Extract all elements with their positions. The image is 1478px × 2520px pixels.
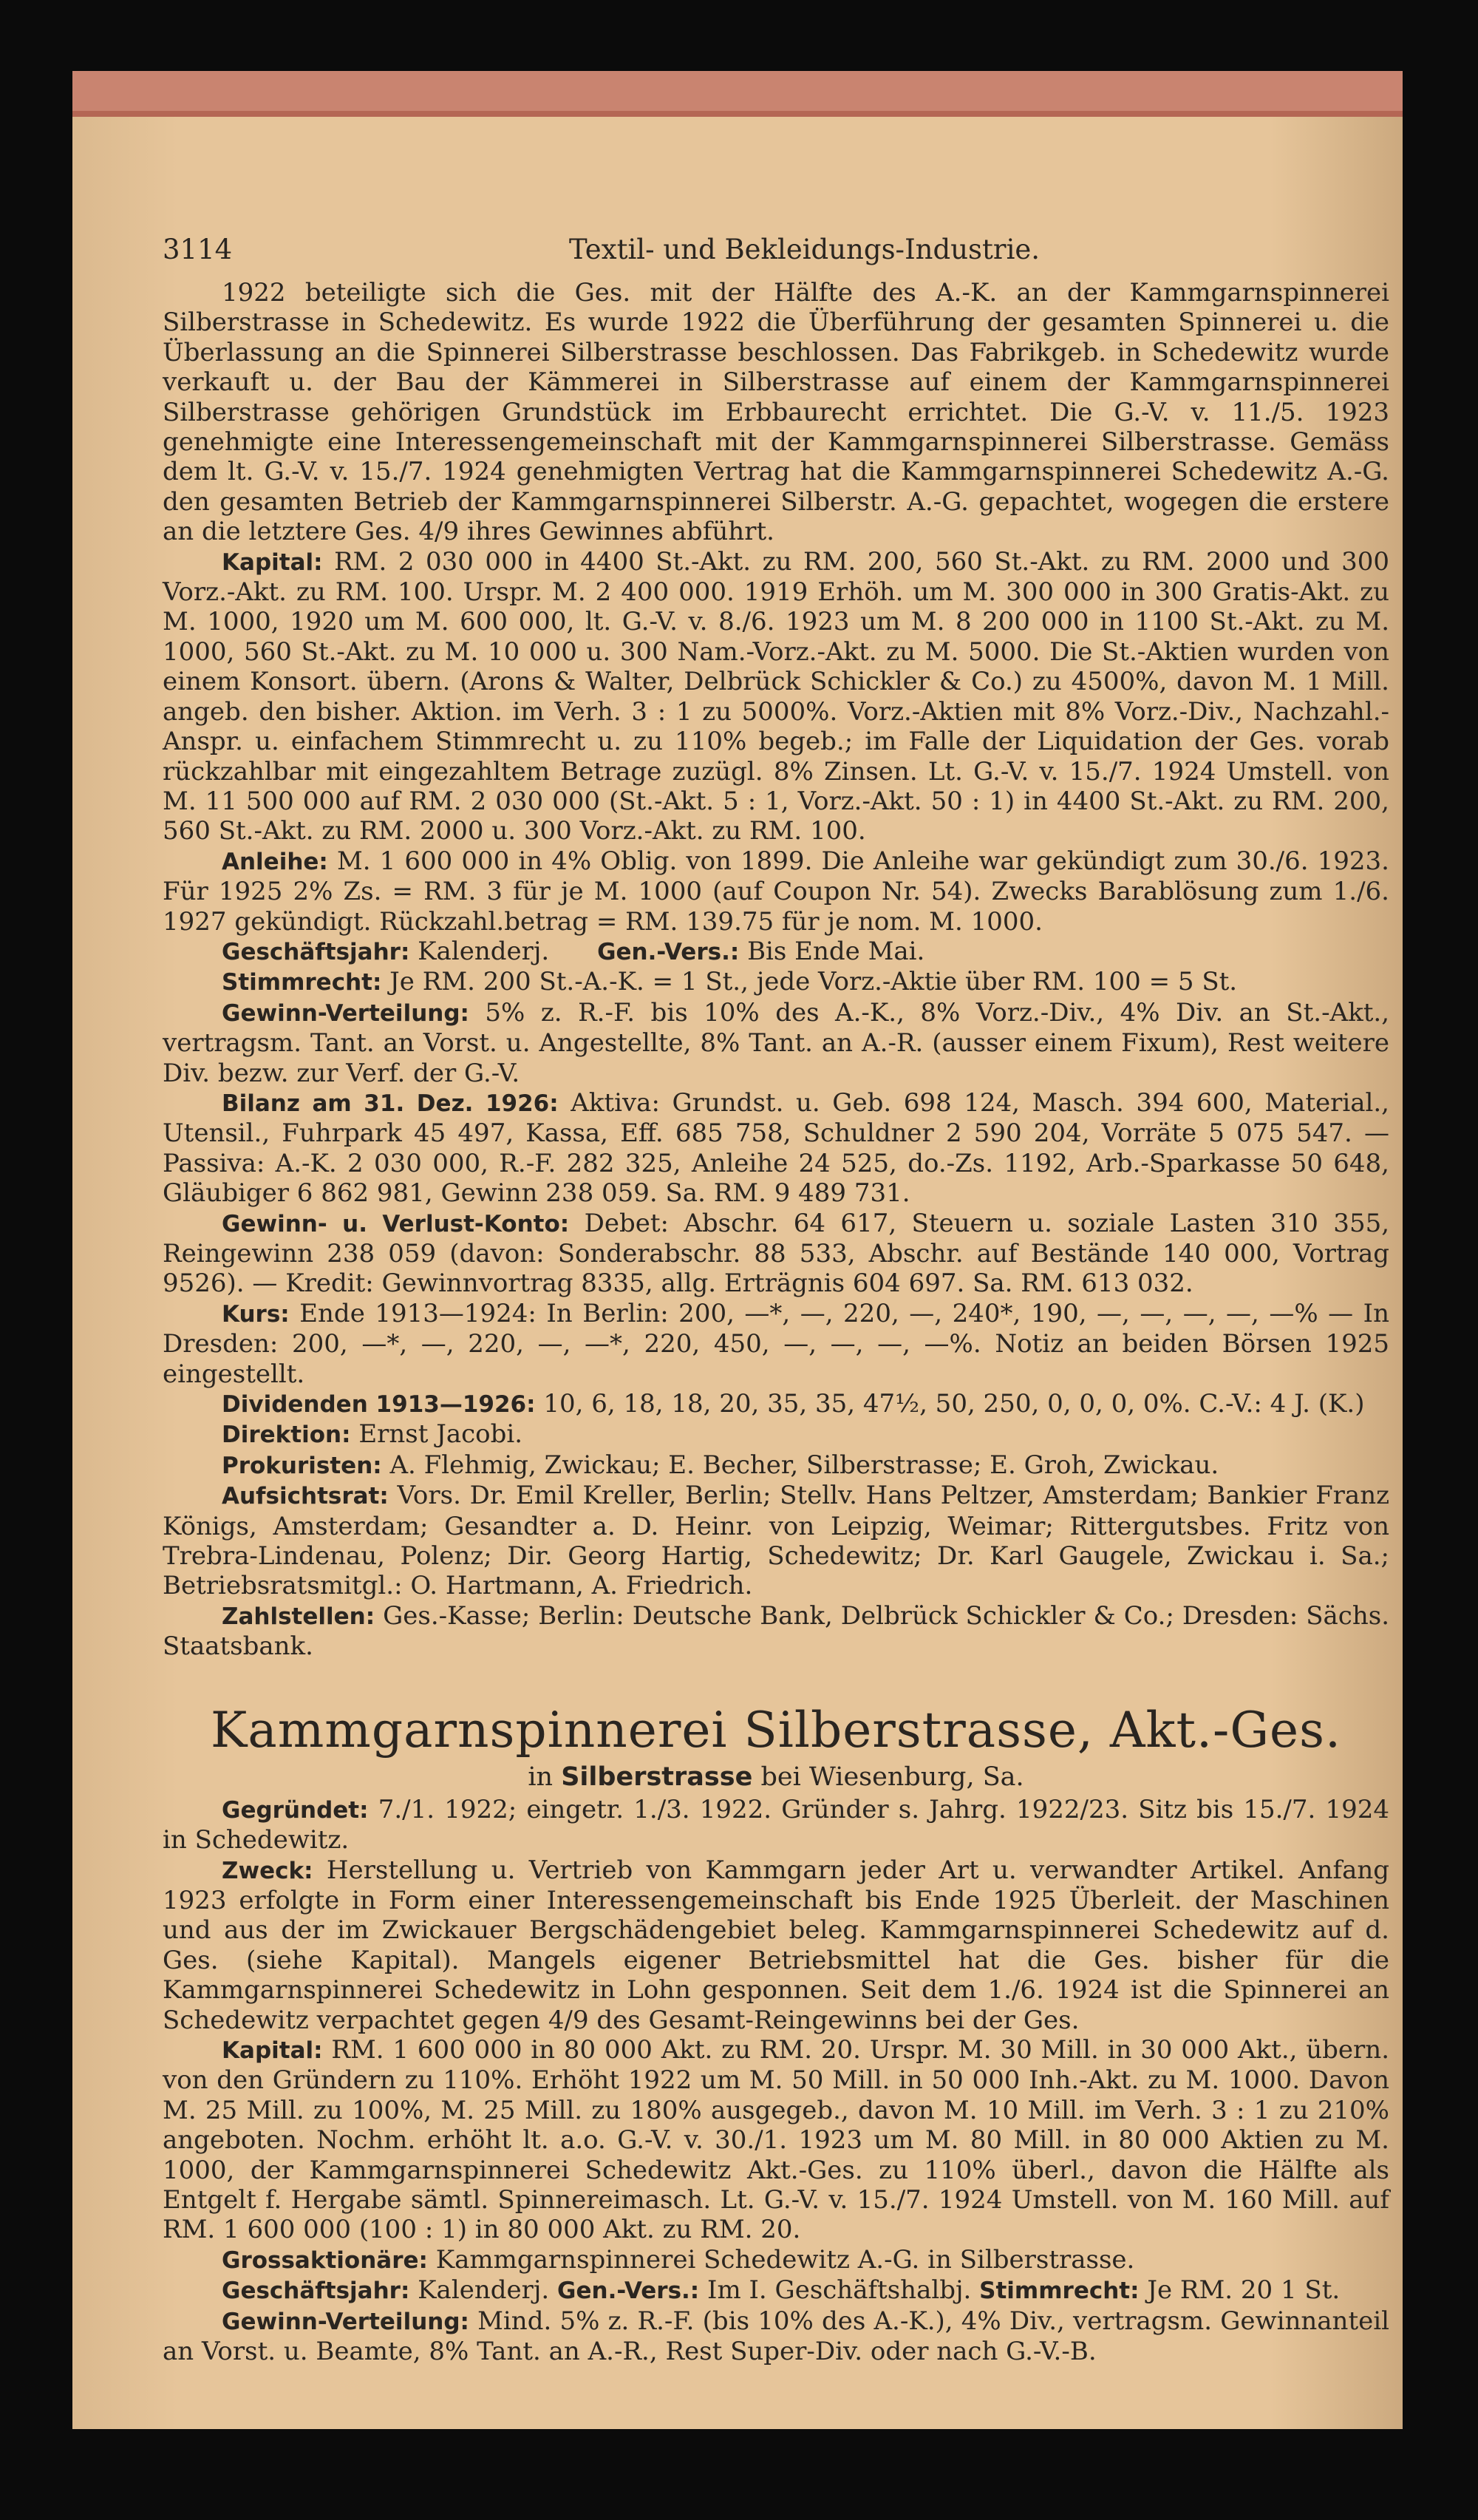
intro-paragraph: 1922 beteiligte sich die Ges. mit der Hälfte des A.-K. an der Kammgarnspinnerei Silberstrasse in Schedewitz. Es wurde 1922 die Überführung der gesamten Spinnerei u. die Überlassung an die Spinnerei Silberstrasse beschlossen. Das Fabrikgeb. in Schedewitz wurde verkauft u. der Bau der Kämmerei in Silberstrasse auf einem der Kammgarnspinnerei Silberstrasse gehörigen Grundstück im Erbbaurecht errichtet. Die G.-V. v. 11./5. 1923 genehmigte eine Interessengemeinschaft mit der Kammgarnspinnerei Silberstrasse. Gemäss dem lt. G.-V. v. 15./7. 1924 genehmigten Vertrag hat die Kammgarnspinnerei Schedewitz A.-G. den gesamten Betrieb der Kammgarnspinnerei Silberstr. A.-G. gepachtet, wogegen die erstere an die letztere Ges. 4/9 ihres Gewinnes abführt. bbox=[163, 278, 1389, 547]
bilanz-label: Bilanz am 31. Dez. 1926: bbox=[222, 1090, 559, 1117]
page-top-edge bbox=[72, 71, 1403, 117]
gewinn-verteilung2-text: Mind. 5% z. R.-F. (bis 10% des A.-K.), 4% Div., vertragsm. Gewinnanteil an Vorst. u. Beamte, 8% Tant. an A.-R., Rest Super-Div. oder nach G.-V.-B. bbox=[163, 2306, 1389, 2366]
company-heading: Kammgarnspinnerei Silberstrasse, Akt.-Ges. bbox=[211, 1701, 1341, 1759]
geschaeftsjahr2-entry bbox=[163, 2275, 1389, 2306]
aufsichtsrat-entry bbox=[163, 1481, 1389, 1601]
stimmrecht-entry bbox=[163, 967, 1389, 997]
zahlstellen-text: Ges.-Kasse; Berlin: Deutsche Bank, Delbrück Schickler & Co.; Dresden: Sächs. Staatsbank. bbox=[163, 1600, 1390, 1662]
prokuristen-entry bbox=[163, 1450, 1389, 1481]
gewinn-verteilung-label: Gewinn-Verteilung: bbox=[222, 999, 469, 1027]
kapital2-entry bbox=[163, 2035, 1389, 2245]
zweck-label: Zweck: bbox=[222, 1857, 313, 1884]
anleihe-entry bbox=[163, 846, 1389, 937]
gen-vers2-text: Im I. Geschäftshalbj. bbox=[707, 2275, 972, 2306]
grossaktionaere-text: Kammgarnspinnerei Schedewitz A.-G. in Silberstrasse. bbox=[435, 2244, 1135, 2275]
anleihe-text: M. 1 600 000 in 4% Oblig. von 1899. Die Anleihe war gekündigt zum 30./6. 1923. Für 1925 2% Zs. = RM. 3 für je M. 1000 (auf Coupon Nr. 54). Zwecks Barablösung zum 1./6. 1927 gekündigt. Rückzahl.betrag = RM. 139.75 für je nom. M. 1000. bbox=[163, 846, 1389, 937]
gewinn-verteilung2-entry bbox=[163, 2306, 1389, 2367]
bilanz-entry bbox=[163, 1088, 1389, 1209]
bilanz-text: Aktiva: Grundst. u. Geb. 698 124, Masch. 394 600, Material., Utensil., Fuhrpark 45 497, Kassa, Eff. 685 758, Schuldner 2 590 204, Vorräte 5 075 547. — Passiva: A.-K. 2 030 000, R.-F. 282 325, Anleihe 24 525, do.-Zs. 1192, Arb.-Sparkasse 50 648, Gläubiger 6 862 981, Gewinn 238 059. Sa. RM. 9 489 731. bbox=[163, 1087, 1389, 1209]
running-title: Textil- und Bekleidungs-Industrie. bbox=[569, 234, 1041, 265]
geschaeftsjahr-text: Kalenderj. bbox=[418, 936, 550, 966]
dividenden-entry bbox=[163, 1389, 1389, 1419]
gen-vers2-label: Gen.-Vers.: bbox=[557, 2278, 700, 2305]
kapital2-text: RM. 1 600 000 in 80 000 Akt. zu RM. 20. Urspr. M. 30 Mill. in 30 000 Akt., übern. von den Gründern zu 110%. Erhöht 1922 um M. 50 Mill. in 50 000 Inh.-Akt. zu M. 1000. Davon M. 25 Mill. zu 100%, M. 25 Mill. zu 180% ausgegeb., davon M. 10 Mill. im Verh. 3 : 1 zu 210% angeboten. Nochm. erhöht lt. a.o. G.-V. v. 30./1. 1923 um M. 80 Mill. in 80 000 Aktien zu M. 1000, der Kammgarnspinnerei Schedewitz Akt.-Ges. zu 110% überl., davon die Hälfte als Entgelt f. Hergabe sämtl. Spinnereimasch. Lt. G.-V. v. 15./7. 1924 Umstell. von M. 160 Mill. auf RM. 1 600 000 (100 : 1) in 80 000 Akt. zu RM. 20. bbox=[163, 2034, 1389, 2245]
book-page bbox=[72, 71, 1403, 2429]
page-top-band bbox=[72, 111, 1403, 117]
direktion-label: Direktion: bbox=[222, 1422, 351, 1449]
geschaeftsjahr-label: Geschäftsjahr: bbox=[222, 938, 410, 965]
stimmrecht2-text: Je RM. 20 1 St. bbox=[1147, 2275, 1341, 2306]
stimmrecht2-label: Stimmrecht: bbox=[979, 2278, 1140, 2305]
guv-label: Gewinn- u. Verlust-Konto: bbox=[222, 1210, 570, 1237]
kurs-text: Ende 1913—1924: In Berlin: 200, —*, —, 220, —, 240*, 190, —, —, —, —, —% — In Dresden: 200, —*, —, 220, —, —*, 220, 450, —, —, —, —%. Notiz an beiden Börsen 1925 eingestellt. bbox=[163, 1298, 1390, 1389]
zahlstellen-label: Zahlstellen: bbox=[222, 1603, 375, 1630]
gewinn-verteilung2-label: Gewinn-Verteilung: bbox=[222, 2308, 469, 2335]
prokuristen-text: A. Flehmig, Zwickau; E. Becher, Silberstrasse; E. Groh, Zwickau. bbox=[389, 1450, 1219, 1480]
gegruendet-text: 7./1. 1922; eingetr. 1./3. 1922. Gründer s. Jahrg. 1922/23. Sitz bis 15./7. 1924 in Schedewitz. bbox=[163, 1794, 1390, 1855]
dividenden-text: 10, 6, 18, 18, 20, 35, 35, 47½, 50, 250, 0, 0, 0, 0%. C.-V.: 4 J. (K.) bbox=[543, 1389, 1365, 1419]
company-location bbox=[163, 1759, 1389, 1795]
page-header bbox=[163, 234, 1389, 278]
grossaktionaere-entry bbox=[163, 2245, 1389, 2275]
zahlstellen-entry bbox=[163, 1601, 1389, 1662]
gegruendet-entry bbox=[163, 1795, 1389, 1855]
direktion-text: Ernst Jacobi. bbox=[358, 1419, 523, 1450]
direktion-entry bbox=[163, 1419, 1389, 1450]
zweck-text: Herstellung u. Vertrieb von Kammgarn jeder Art u. verwandter Artikel. Anfang 1923 erfolgte in Form einer Interessengemeinschaft bis Ende 1925 Überleit. der Maschinen und aus der im Zwickauer Bergschädengebiet beleg. Kammgarnspinnerei Schedewitz auf d. Ges. (siehe Kapital). Mangels eigener Betriebsmittel hat die Ges. bisher für die Kammgarnspinnerei Schedewitz in Lohn gesponnen. Seit dem 1./6. 1924 ist die Spinnerei an Schedewitz verpachtet gegen 4/9 des Gesamt-Reingewinns bei der Ges. bbox=[163, 1855, 1390, 2035]
stimmrecht-label: Stimmrecht: bbox=[222, 969, 382, 996]
guv-text: Debet: Abschr. 64 617, Steuern u. soziale Lasten 310 355, Reingewinn 238 059 (davon: Sonderabschr. 88 533, Abschr. auf Bestände 140 000, Vortrag 9526). — Kredit: Gewinnvortrag 8335, allg. Erträgnis 604 697. Sa. RM. 613 032. bbox=[163, 1208, 1390, 1299]
anleihe-label: Anleihe: bbox=[222, 848, 328, 875]
location-place: Silberstrasse bbox=[561, 1762, 753, 1792]
geschaeftsjahr2-label: Geschäftsjahr: bbox=[222, 2278, 410, 2305]
aufsichtsrat-text: Vors. Dr. Emil Kreller, Berlin; Stellv. Hans Peltzer, Amsterdam; Bankier Franz Königs, Amsterdam; Gesandter a. D. Heinr. von Leipzig, Weimar; Rittergutsbes. Fritz von Trebra-Lindenau, Polenz; Dir. Georg Hartig, Schedewitz; Dr. Karl Gaugele, Zwickau i. Sa.; Betriebsratsmitgl.: O. Hartmann, A. Friedrich. bbox=[163, 1481, 1390, 1601]
page-content bbox=[163, 234, 1389, 2366]
kurs-entry bbox=[163, 1299, 1389, 1389]
geschaeftsjahr-entry bbox=[163, 937, 1389, 967]
page-number: 3114 bbox=[163, 234, 233, 265]
dividenden-label: Dividenden 1913—1926: bbox=[222, 1391, 536, 1419]
prokuristen-label: Prokuristen: bbox=[222, 1452, 382, 1479]
kapital-text: RM. 2 030 000 in 4400 St.-Akt. zu RM. 200, 560 St.-Akt. zu RM. 2000 und 300 Vorz.-Akt. zu RM. 100. Urspr. M. 2 400 000. 1919 Erhöh. um M. 300 000 in 300 Gratis-Akt. zu M. 1000, 1920 um M. 600 000, lt. G.-V. v. 8./6. 1923 um M. 8 200 000 in 1100 St.-Akt. zu M. 1000, 560 St.-Akt. zu M. 10 000 u. 300 Nam.-Vorz.-Akt. zu M. 5000. Die St.-Aktien wurden von einem Konsort. übern. (Arons & Walter, Delbrück Schickler & Co.) zu 4500%, davon M. 1 Mill. angeb. den bisher. Aktion. im Verh. 3 : 1 zu 5000%. Vorz.-Aktien mit 8% Vorz.-Div., Nachzahl.-Anspr. u. einfachem Stimmrecht u. zu 110% begeb.; im Falle der Liquidation der Ges. vorab rückzahlbar mit eingezahltem Betrage zuzügl. 8% Zinsen. Lt. G.-V. v. 15./7. 1924 Umstell. von M. 11 500 000 auf RM. 2 030 000 (St.-Akt. 5 : 1, Vorz.-Akt. 50 : 1) in 4400 St.-Akt. zu RM. 200, 560 St.-Akt. zu RM. 2000 u. 300 Vorz.-Akt. zu RM. 100. bbox=[163, 546, 1390, 846]
stimmrecht-text: Je RM. 200 St.-A.-K. = 1 St., jede Vorz.-Aktie über RM. 100 = 5 St. bbox=[389, 967, 1238, 997]
zweck-entry bbox=[163, 1855, 1389, 2035]
kurs-label: Kurs: bbox=[222, 1300, 290, 1328]
location-in: in bbox=[528, 1762, 554, 1792]
aufsichtsrat-label: Aufsichtsrat: bbox=[222, 1483, 389, 1510]
gen-vers-label: Gen.-Vers.: bbox=[597, 938, 740, 965]
location-rest: bei Wiesenburg, Sa. bbox=[760, 1762, 1024, 1792]
guv-entry bbox=[163, 1209, 1389, 1299]
kapital2-label: Kapital: bbox=[222, 2037, 323, 2064]
gen-vers-text: Bis Ende Mai. bbox=[747, 936, 925, 966]
grossaktionaere-label: Grossaktionäre: bbox=[222, 2246, 428, 2274]
kapital-label: Kapital: bbox=[222, 549, 323, 576]
geschaeftsjahr2-text: Kalenderj. bbox=[418, 2275, 550, 2306]
kapital-entry bbox=[163, 547, 1389, 846]
gegruendet-label: Gegründet: bbox=[222, 1796, 369, 1824]
gewinn-verteilung-text: 5% z. R.-F. bis 10% des A.-K., 8% Vorz.-Div., 4% Div. an St.-Akt., vertragsm. Tant. an Vorst. u. Angestellte, 8% Tant. an A.-R. (ausser einem Fixum), Rest weitere Div. bezw. zur Verf. der G.-V. bbox=[163, 997, 1389, 1088]
gewinn-verteilung-entry bbox=[163, 998, 1389, 1088]
